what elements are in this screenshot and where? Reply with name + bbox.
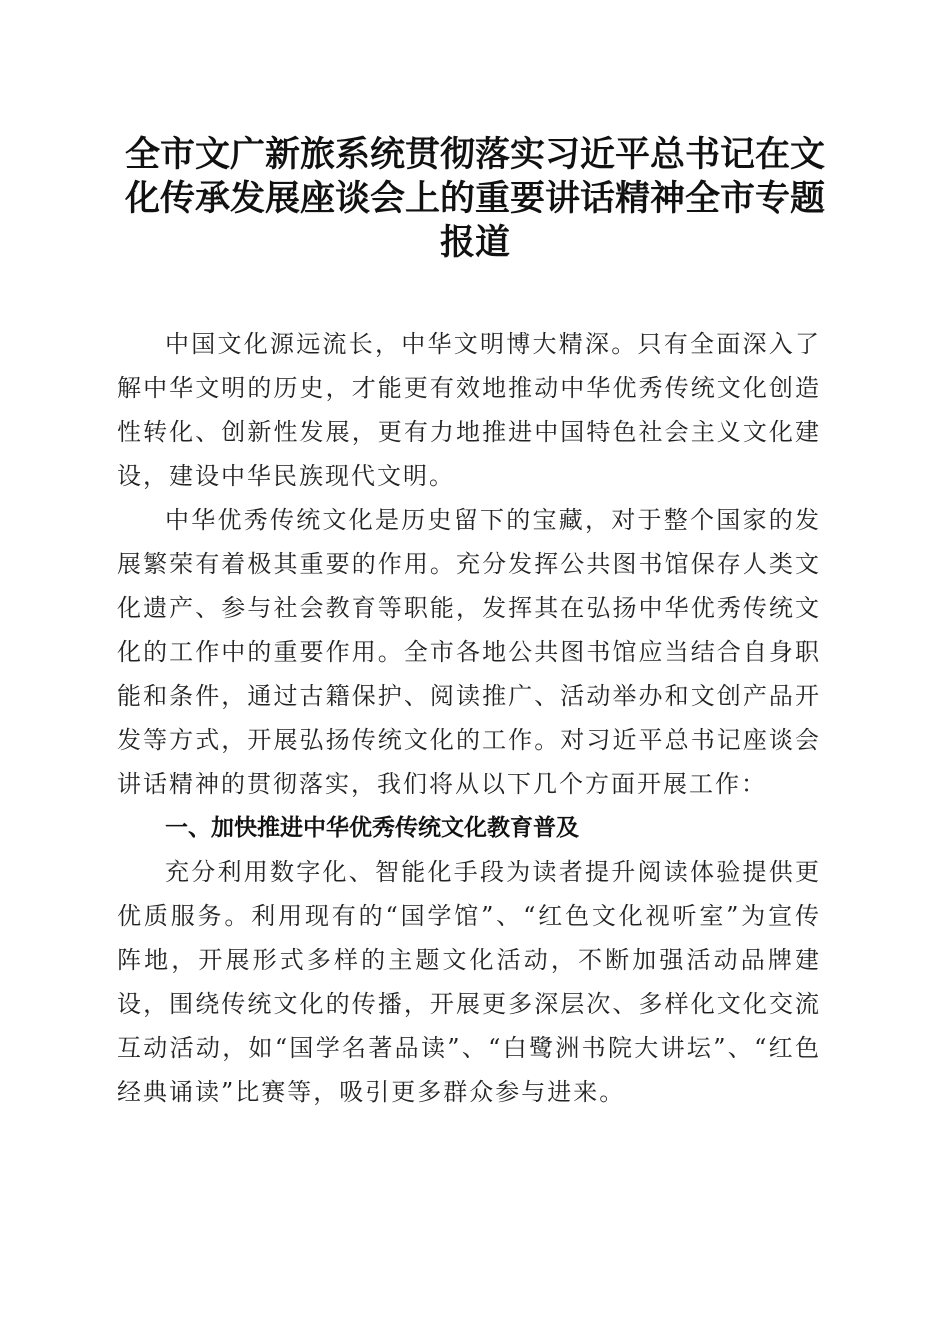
body-paragraph: 中华优秀传统文化是历史留下的宝藏，对于整个国家的发展繁荣有着极其重要的作用。充分发挥公共图书馆保存人类文化遗产、参与社会教育等职能，发挥其在弘扬中华优秀传统文化的工作中的重要作用。全市各地公共图书馆应当结合自身职能和条件，通过古籍保护、阅读推广、活动举办和文创产品开发等方式，开展弘扬传统文化的工作。对习近平总书记座谈会讲话精神的贯彻落实，我们将从以下几个方面开展工作： bbox=[117, 506, 821, 798]
body-paragraph: 中国文化源远流长，中华文明博大精深。只有全面深入了解中华文明的历史，才能更有效地推动中华优秀传统文化创造性转化、创新性发展，更有力地推进中国特色社会主义文化建设，建设中华民族现代文明。 bbox=[117, 330, 821, 490]
document-title: 全市文广新旅系统贯彻落实习近平总书记在文化传承发展座谈会上的重要讲话精神全市专题报道 bbox=[124, 134, 825, 263]
document-body bbox=[117, 322, 821, 1114]
section-paragraph: 充分利用数字化、智能化手段为读者提升阅读体验提供更优质服务。利用现有的“国学馆”、“红色文化视听室”为宣传阵地，开展形式多样的主题文化活动，不断加强活动品牌建设，围绕传统文化的传播，开展更多深层次、多样化文化交流互动活动，如“国学名著品读”、“白鹭洲书院大讲坛”、“红色经典诵读”比赛等，吸引更多群众参与进来。 bbox=[117, 858, 821, 1106]
section-heading: 一、加快推进中华优秀传统文化教育普及 bbox=[165, 815, 579, 841]
